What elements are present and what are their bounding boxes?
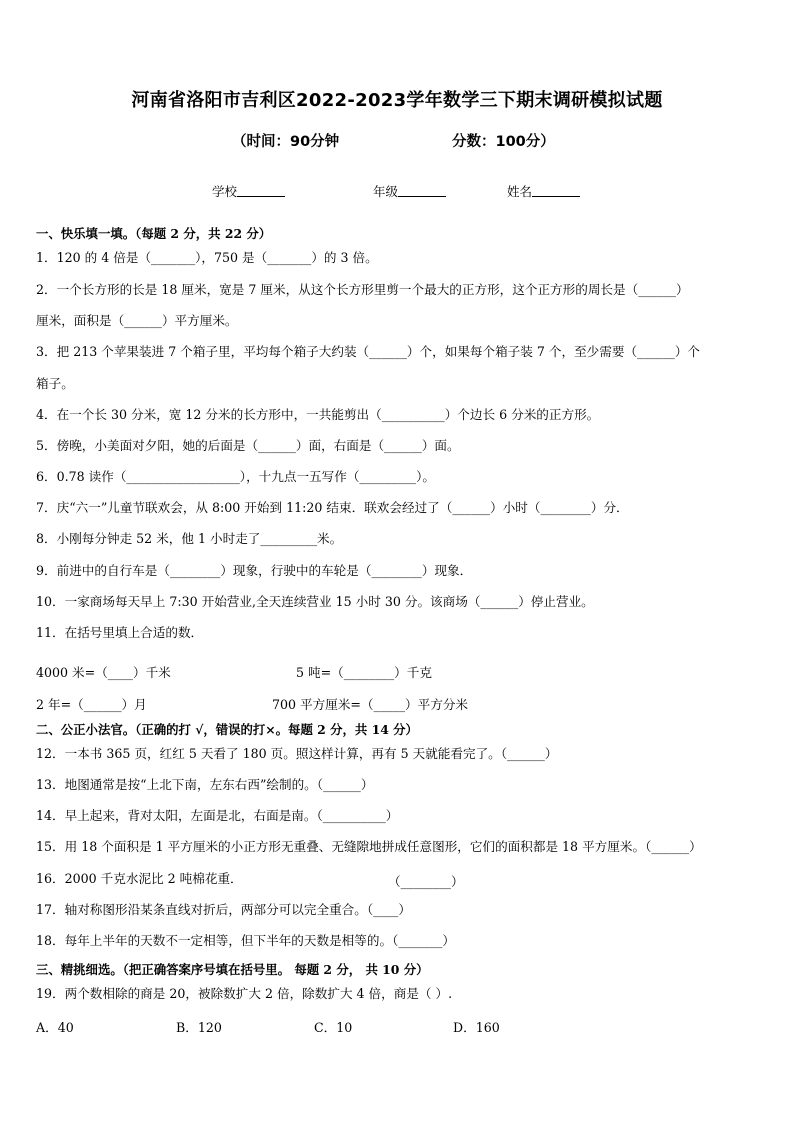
question-16-blank: （________）	[388, 874, 464, 889]
question-19-option-a: A．40	[36, 1020, 74, 1035]
question-3-line-1: 3．把 213 个苹果装进 7 个箱子里，平均每个箱子大约装（______）个，如果每个箱子装 7 个，至少需要（______）个	[36, 344, 701, 359]
question-7: 7．庆“六一”儿童节联欢会，从 8:00 开始到 11:20 结束．联欢会经过了（______）小时（________）分．	[36, 500, 629, 515]
question-9: 9．前进中的自行车是（________）现象，行驶中的车轮是（________）现象．	[36, 563, 473, 578]
question-19-option-c: C．10	[314, 1020, 353, 1035]
section-1-heading: 一、快乐填一填。（每题 2 分，共 22 分）	[36, 226, 272, 241]
question-19-option-d: D．160	[453, 1020, 500, 1035]
question-19-option-b: B．120	[176, 1020, 222, 1035]
question-13: 13．地图通常是按“上北下南，左东右西”绘制的。（______）	[36, 777, 374, 792]
question-11-item-4: 700 平方厘米=（_____）平方分米	[272, 697, 469, 712]
question-2-line-1: 2．一个长方形的长是 18 厘米，宽是 7 厘米，从这个长方形里剪一个最大的正方形，这个正方形的周长是（______）	[36, 282, 689, 297]
grade-label: 年级	[373, 184, 399, 199]
school-label: 学校	[212, 184, 238, 199]
section-3-heading: 三、精挑细选。（把正确答案序号填在括号里。 每题 2 分， 共 10 分）	[36, 962, 429, 977]
question-15: 15．用 18 个面积是 1 平方厘米的小正方形无重叠、无缝隙地拼成任意图形，它们的面积都是 18 平方厘米。（______）	[36, 839, 702, 854]
question-11: 11．在括号里填上合适的数．	[36, 625, 204, 640]
question-12: 12．一本书 365 页，红红 5 天看了 180 页。照这样计算，再有 5 天就能看完了。（______）	[36, 746, 558, 761]
exam-score: 分数：100分）	[452, 134, 555, 150]
question-11-item-2: 5 吨=（________）千克	[296, 665, 432, 680]
question-18: 18．每年上半年的天数不一定相等，但下半年的天数是相等的。（_______）	[36, 933, 456, 948]
question-10: 10．一家商场每天早上 7:30 开始营业,全天连续营业 15 小时 30 分。该商场（______）停止营业。	[36, 594, 594, 609]
name-label: 姓名	[507, 184, 533, 199]
school-field[interactable]	[212, 182, 285, 200]
question-16: 16．2000 千克水泥比 2 吨棉花重．	[36, 871, 243, 886]
question-3-line-2: 箱子。	[36, 376, 74, 391]
question-5: 5．傍晚，小美面对夕阳，她的后面是（______）面，右面是（______）面。	[36, 438, 460, 453]
question-6: 6．0.78 读作（__________________），十九点一五写作（_________）。	[36, 469, 435, 484]
question-4: 4．在一个长 30 分米，宽 12 分米的长方形中，一共能剪出（__________）个边长 6 分米的正方形。	[36, 407, 600, 422]
question-19: 19．两个数相除的商是 20，被除数扩大 2 倍，除数扩大 4 倍，商是（ ）.	[36, 986, 453, 1001]
exam-title: 河南省洛阳市吉利区2022-2023学年数学三下期末调研模拟试题	[131, 90, 663, 111]
question-11-item-1: 4000 米=（____）千米	[36, 665, 171, 680]
question-17: 17．轴对称图形沿某条直线对折后，两部分可以完全重合。（____）	[36, 902, 411, 917]
name-field[interactable]	[507, 182, 580, 200]
question-2-line-2: 厘米，面积是（______）平方厘米。	[36, 313, 238, 328]
exam-time: （时间：90分钟	[232, 134, 340, 150]
question-11-item-3: 2 年=（______）月	[36, 697, 147, 712]
question-1: 1．120 的 4 倍是（_______），750 是（_______）的 3 倍。	[36, 250, 378, 265]
question-14: 14．早上起来，背对太阳，左面是北，右面是南。（__________）	[36, 808, 399, 823]
section-2-heading: 二、公正小法官。（正确的打 √，错误的打×。每题 2 分，共 14 分）	[36, 722, 418, 737]
grade-field[interactable]	[373, 182, 446, 200]
question-8: 8．小刚每分钟走 52 米，他 1 小时走了_________米。	[36, 531, 343, 546]
